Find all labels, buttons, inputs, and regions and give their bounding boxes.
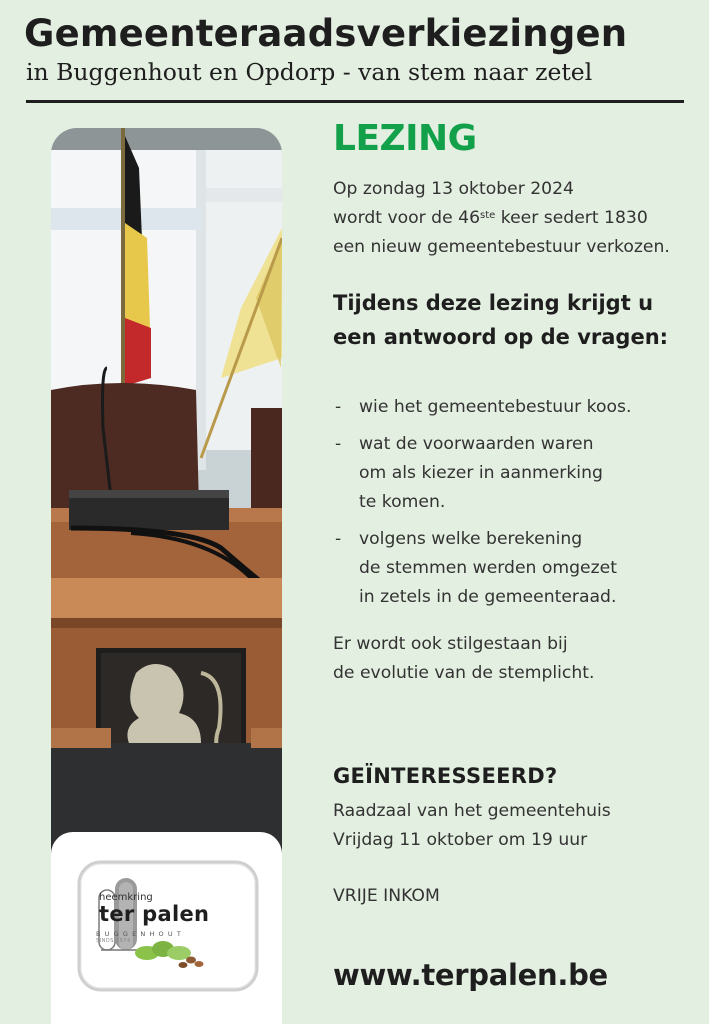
council-chamber-photo [51, 128, 282, 868]
closing-paragraph: Er wordt ook stilgestaan bij de evolutie van de stemplicht. [333, 634, 595, 683]
admission-text: VRIJE INKOM [333, 886, 440, 906]
logo-since-text: SINDS 1974 [96, 938, 131, 944]
poster-title: Gemeenteraadsverkiezingen [24, 12, 628, 55]
interested-heading: GEÏNTERESSEERD? [333, 764, 558, 788]
questions-heading: Tijdens deze lezing krijgt u een antwoord op de vragen: [333, 291, 669, 349]
list-item: - wat de voorwaarden waren om als kiezer in aanmerking te komen. [335, 434, 603, 512]
logo-heemkring-text: heemkring [99, 892, 153, 903]
intro-line-3: een nieuw gemeentebestuur verkozen. [333, 237, 670, 257]
intro-line-2: wordt voor de 46ste keer sedert 1830 [333, 208, 648, 228]
header-divider [26, 100, 684, 103]
poster-subtitle: in Buggenhout en Opdorp - van stem naar zetel [26, 58, 593, 86]
event-type-heading: LEZING [333, 118, 477, 159]
logo-card [51, 832, 282, 1024]
logo-name-text: ter palen [99, 902, 210, 926]
event-location-time: Raadzaal van het gemeentehuis Vrijdag 11 oktober om 19 uur [333, 801, 611, 850]
intro-paragraph [333, 175, 705, 262]
questions-list [333, 393, 705, 620]
website-link[interactable]: www.terpalen.be [333, 958, 608, 992]
list-item: - volgens welke berekening de stemmen werden omgezet in zetels in de gemeenteraad. [335, 529, 617, 607]
logo-place-text: BUGGENHOUT [96, 930, 185, 938]
list-item: - wie het gemeentebestuur koos. [335, 397, 632, 417]
intro-line-1: Op zondag 13 oktober 2024 [333, 179, 574, 199]
